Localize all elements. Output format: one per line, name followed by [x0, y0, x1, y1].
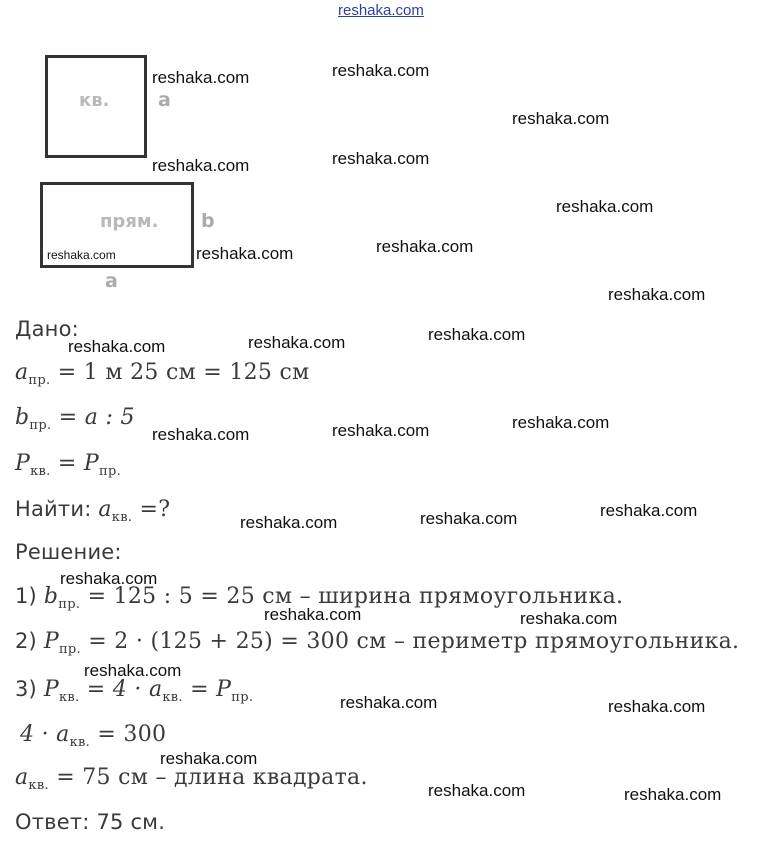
var: P	[15, 451, 31, 476]
find-line	[15, 497, 171, 525]
watermark: reshaka.com	[608, 697, 706, 716]
watermark: reshaka.com	[264, 605, 362, 624]
expression: = 300	[97, 722, 167, 747]
watermark: reshaka.com	[47, 248, 116, 262]
expression: = P	[57, 451, 100, 476]
watermark: reshaka.com	[152, 425, 250, 444]
watermark: reshaka.com	[556, 197, 654, 216]
square-label: кв.	[79, 90, 110, 111]
var: b	[43, 584, 59, 609]
expression: 4 · a	[20, 722, 70, 747]
step-number: 1)	[15, 584, 44, 608]
step-number: 3)	[15, 677, 44, 701]
subscript: пр.	[58, 642, 81, 657]
subscript: кв.	[28, 778, 49, 793]
subscript: пр.	[99, 464, 122, 479]
watermark: reshaka.com	[512, 413, 610, 432]
var: b	[15, 405, 30, 430]
rectangle-side-b-label: b	[201, 210, 215, 232]
watermark: reshaka.com	[152, 68, 250, 87]
watermark: reshaka.com	[608, 285, 706, 304]
subscript: пр.	[231, 690, 254, 705]
given-a-line	[15, 360, 310, 388]
watermark: reshaka.com	[340, 693, 438, 712]
expression: = 1 м 25 см = 125 см	[57, 360, 310, 385]
watermark: reshaka.com	[376, 237, 474, 256]
expression: = 4 · a	[86, 677, 163, 702]
expression: = 75 см – длина квадрата.	[56, 765, 368, 790]
expression: = 125 : 5 = 25 см – ширина прямоугольника.	[87, 584, 624, 609]
subscript: кв.	[30, 464, 51, 479]
step-number: 2)	[15, 629, 44, 653]
rectangle-label: прям.	[100, 211, 159, 232]
var: P	[43, 629, 59, 654]
expression: = a : 5	[58, 405, 135, 430]
var: a	[15, 765, 29, 790]
rectangle-side-a-label: a	[105, 270, 118, 292]
watermark: reshaka.com	[68, 337, 166, 356]
given-heading: Дано:	[15, 317, 79, 341]
watermark: reshaka.com	[196, 244, 294, 263]
solution-step-2	[15, 629, 740, 657]
given-p-line	[15, 451, 122, 479]
given-b-line	[15, 405, 135, 433]
find-label: Найти:	[15, 497, 99, 521]
square-side-label: a	[158, 89, 171, 111]
solution-heading: Решение:	[15, 540, 122, 564]
answer-line: Ответ: 75 см.	[15, 810, 166, 834]
watermark: reshaka.com	[600, 501, 698, 520]
expression: = P	[190, 677, 232, 702]
watermark: reshaka.com	[332, 61, 430, 80]
subscript: пр.	[28, 373, 51, 388]
find-rest: =?	[139, 497, 171, 522]
watermark: reshaka.com	[520, 609, 618, 628]
watermark: reshaka.com	[152, 156, 250, 175]
watermark: reshaka.com	[512, 109, 610, 128]
watermark: reshaka.com	[84, 661, 182, 680]
watermark: reshaka.com	[332, 421, 430, 440]
watermark: reshaka.com	[428, 781, 526, 800]
watermark: reshaka.com	[248, 333, 346, 352]
solution-step-4	[20, 722, 167, 750]
var: a	[15, 360, 29, 385]
watermark: reshaka.com	[332, 149, 430, 168]
subscript: пр.	[58, 597, 81, 612]
watermark: reshaka.com	[420, 509, 518, 528]
var: a	[98, 497, 112, 522]
watermark: reshaka.com	[240, 513, 338, 532]
watermark: reshaka.com	[428, 325, 526, 344]
var: P	[43, 677, 59, 702]
watermark: reshaka.com	[624, 785, 722, 804]
watermark: reshaka.com	[60, 569, 158, 588]
subscript: кв.	[58, 690, 80, 705]
subscript: кв.	[69, 735, 91, 750]
expression: = 2 · (125 + 25) = 300 см – периметр прямоугольника.	[88, 629, 740, 654]
site-header-link[interactable]: reshaka.com	[338, 2, 424, 19]
subscript: пр.	[29, 418, 52, 433]
subscript: кв.	[162, 690, 183, 705]
subscript: кв.	[111, 510, 133, 525]
watermark: reshaka.com	[160, 749, 258, 768]
